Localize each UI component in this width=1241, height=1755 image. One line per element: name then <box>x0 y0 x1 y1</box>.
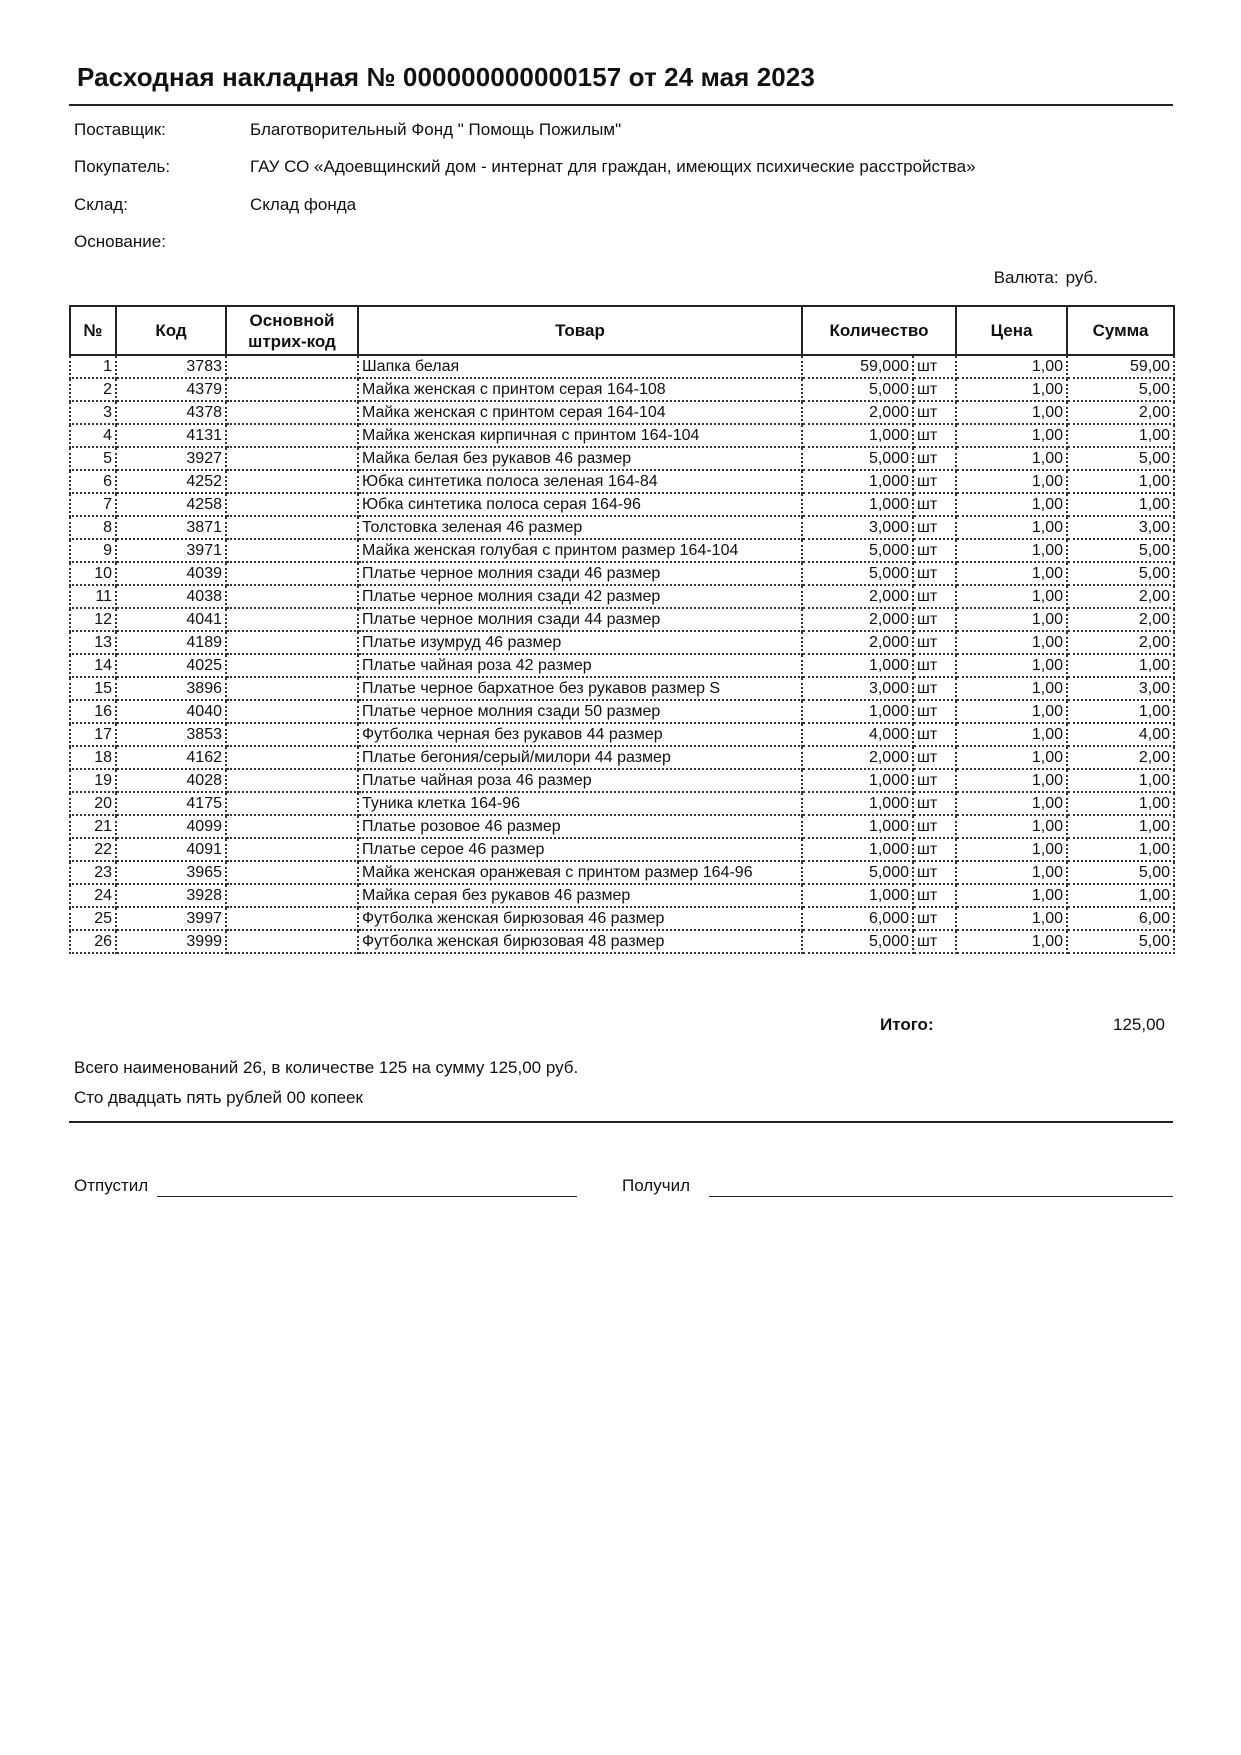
row-num: 13 <box>70 631 116 654</box>
table-row <box>70 907 1174 930</box>
row-product: Платье розовое 46 размер <box>358 815 802 838</box>
row-product: Юбка синтетика полоса серая 164-96 <box>358 493 802 516</box>
row-code: 4039 <box>116 562 226 585</box>
row-price: 1,00 <box>956 654 1067 677</box>
row-unit: шт <box>913 447 956 470</box>
table-row <box>70 723 1174 746</box>
table-row <box>70 585 1174 608</box>
row-price: 1,00 <box>956 677 1067 700</box>
row-code: 3928 <box>116 884 226 907</box>
table-row <box>70 424 1174 447</box>
row-num: 3 <box>70 401 116 424</box>
row-num: 17 <box>70 723 116 746</box>
row-quantity: 5,000 <box>802 562 913 585</box>
row-price: 1,00 <box>956 539 1067 562</box>
row-quantity: 1,000 <box>802 700 913 723</box>
row-code: 4041 <box>116 608 226 631</box>
row-unit: шт <box>913 746 956 769</box>
row-unit: шт <box>913 631 956 654</box>
row-sum: 5,00 <box>1067 562 1174 585</box>
row-num: 7 <box>70 493 116 516</box>
row-num: 16 <box>70 700 116 723</box>
row-price: 1,00 <box>956 424 1067 447</box>
table-row <box>70 447 1174 470</box>
footer-divider <box>69 1121 1173 1123</box>
row-num: 12 <box>70 608 116 631</box>
row-product: Платье черное молния сзади 42 размер <box>358 585 802 608</box>
total-value: 125,00 <box>1113 1015 1165 1034</box>
row-barcode <box>226 631 358 654</box>
header-num: № <box>70 306 116 355</box>
header-barcode <box>226 306 358 355</box>
row-num: 18 <box>70 746 116 769</box>
header-quantity: Количество <box>802 306 956 355</box>
row-unit: шт <box>913 562 956 585</box>
row-num: 21 <box>70 815 116 838</box>
row-code: 3896 <box>116 677 226 700</box>
row-product: Майка белая без рукавов 46 размер <box>358 447 802 470</box>
table-row <box>70 700 1174 723</box>
row-code: 4040 <box>116 700 226 723</box>
row-price: 1,00 <box>956 355 1067 378</box>
row-unit: шт <box>913 861 956 884</box>
row-num: 25 <box>70 907 116 930</box>
row-num: 14 <box>70 654 116 677</box>
header-barcode-line2: штрих-код <box>248 331 336 351</box>
row-quantity: 5,000 <box>802 539 913 562</box>
row-code: 4131 <box>116 424 226 447</box>
row-product: Платье черное молния сзади 46 размер <box>358 562 802 585</box>
row-barcode <box>226 654 358 677</box>
row-barcode <box>226 608 358 631</box>
table-row <box>70 631 1174 654</box>
row-price: 1,00 <box>956 493 1067 516</box>
table-row <box>70 930 1174 953</box>
row-product: Футболка черная без рукавов 44 размер <box>358 723 802 746</box>
row-price: 1,00 <box>956 769 1067 792</box>
row-sum: 1,00 <box>1067 792 1174 815</box>
row-quantity: 1,000 <box>802 792 913 815</box>
row-code: 3871 <box>116 516 226 539</box>
row-product: Платье черное молния сзади 44 размер <box>358 608 802 631</box>
row-sum: 1,00 <box>1067 884 1174 907</box>
title-divider <box>69 104 1173 106</box>
row-product: Футболка женская бирюзовая 48 размер <box>358 930 802 953</box>
table-row <box>70 401 1174 424</box>
row-sum: 1,00 <box>1067 700 1174 723</box>
row-code: 3997 <box>116 907 226 930</box>
row-code: 3999 <box>116 930 226 953</box>
row-price: 1,00 <box>956 861 1067 884</box>
row-quantity: 6,000 <box>802 907 913 930</box>
row-unit: шт <box>913 608 956 631</box>
table-body <box>70 355 1174 953</box>
row-barcode <box>226 769 358 792</box>
row-quantity: 3,000 <box>802 516 913 539</box>
row-num: 19 <box>70 769 116 792</box>
row-product: Платье чайная роза 42 размер <box>358 654 802 677</box>
row-quantity: 2,000 <box>802 608 913 631</box>
row-sum: 1,00 <box>1067 493 1174 516</box>
row-product: Футболка женская бирюзовая 46 размер <box>358 907 802 930</box>
row-num: 1 <box>70 355 116 378</box>
row-price: 1,00 <box>956 470 1067 493</box>
row-quantity: 1,000 <box>802 838 913 861</box>
row-sum: 2,00 <box>1067 401 1174 424</box>
row-barcode <box>226 401 358 424</box>
row-code: 4038 <box>116 585 226 608</box>
table-row <box>70 815 1174 838</box>
row-barcode <box>226 493 358 516</box>
row-product: Майка серая без рукавов 46 размер <box>358 884 802 907</box>
row-quantity: 1,000 <box>802 654 913 677</box>
row-quantity: 3,000 <box>802 677 913 700</box>
row-barcode <box>226 838 358 861</box>
row-num: 10 <box>70 562 116 585</box>
row-num: 9 <box>70 539 116 562</box>
row-price: 1,00 <box>956 608 1067 631</box>
row-quantity: 1,000 <box>802 424 913 447</box>
row-num: 5 <box>70 447 116 470</box>
header-code: Код <box>116 306 226 355</box>
row-product: Майка женская оранжевая с принтом размер 164-96 <box>358 861 802 884</box>
row-unit: шт <box>913 585 956 608</box>
row-quantity: 5,000 <box>802 447 913 470</box>
row-quantity: 1,000 <box>802 815 913 838</box>
row-price: 1,00 <box>956 792 1067 815</box>
row-sum: 1,00 <box>1067 654 1174 677</box>
row-price: 1,00 <box>956 723 1067 746</box>
row-barcode <box>226 815 358 838</box>
row-num: 15 <box>70 677 116 700</box>
received-signature-line[interactable] <box>709 1196 1173 1197</box>
table-header-row <box>70 306 1174 355</box>
row-quantity: 1,000 <box>802 493 913 516</box>
row-unit: шт <box>913 378 956 401</box>
row-barcode <box>226 585 358 608</box>
row-code: 4025 <box>116 654 226 677</box>
row-product: Платье черное бархатное без рукавов размер S <box>358 677 802 700</box>
row-price: 1,00 <box>956 746 1067 769</box>
row-quantity: 2,000 <box>802 746 913 769</box>
header-barcode-line1: Основной <box>249 310 335 330</box>
row-sum: 2,00 <box>1067 585 1174 608</box>
row-unit: шт <box>913 700 956 723</box>
row-num: 6 <box>70 470 116 493</box>
row-barcode <box>226 424 358 447</box>
row-sum: 1,00 <box>1067 424 1174 447</box>
row-product: Майка женская с принтом серая 164-104 <box>358 401 802 424</box>
table-row <box>70 838 1174 861</box>
row-unit: шт <box>913 792 956 815</box>
row-unit: шт <box>913 470 956 493</box>
row-product: Туника клетка 164-96 <box>358 792 802 815</box>
released-label: Отпустил <box>74 1176 149 1195</box>
row-price: 1,00 <box>956 516 1067 539</box>
row-quantity: 2,000 <box>802 631 913 654</box>
row-code: 4378 <box>116 401 226 424</box>
row-barcode <box>226 746 358 769</box>
row-sum: 2,00 <box>1067 608 1174 631</box>
row-sum: 4,00 <box>1067 723 1174 746</box>
currency <box>994 268 1098 288</box>
currency-value: руб. <box>1065 268 1098 287</box>
row-quantity: 2,000 <box>802 585 913 608</box>
row-product: Майка женская кирпичная с принтом 164-104 <box>358 424 802 447</box>
row-product: Платье бегония/серый/милори 44 размер <box>358 746 802 769</box>
row-barcode <box>226 355 358 378</box>
row-sum: 1,00 <box>1067 470 1174 493</box>
row-unit: шт <box>913 654 956 677</box>
row-quantity: 1,000 <box>802 884 913 907</box>
row-price: 1,00 <box>956 447 1067 470</box>
row-num: 11 <box>70 585 116 608</box>
row-code: 4189 <box>116 631 226 654</box>
row-unit: шт <box>913 769 956 792</box>
row-sum: 2,00 <box>1067 746 1174 769</box>
row-unit: шт <box>913 539 956 562</box>
row-code: 4091 <box>116 838 226 861</box>
header-sum: Сумма <box>1067 306 1174 355</box>
row-quantity: 4,000 <box>802 723 913 746</box>
row-num: 20 <box>70 792 116 815</box>
header-product: Товар <box>358 306 802 355</box>
row-product: Шапка белая <box>358 355 802 378</box>
warehouse-value: Склад фонда <box>250 195 357 214</box>
table-row <box>70 861 1174 884</box>
row-price: 1,00 <box>956 815 1067 838</box>
row-barcode <box>226 861 358 884</box>
row-unit: шт <box>913 493 956 516</box>
row-unit: шт <box>913 815 956 838</box>
row-barcode <box>226 907 358 930</box>
header-price: Цена <box>956 306 1067 355</box>
row-price: 1,00 <box>956 585 1067 608</box>
released-signature-line[interactable] <box>157 1196 577 1197</box>
row-product: Майка женская голубая с принтом размер 164-104 <box>358 539 802 562</box>
row-num: 23 <box>70 861 116 884</box>
row-barcode <box>226 539 358 562</box>
supplier-value: Благотворительный Фонд " Помощь Пожилым" <box>250 120 622 139</box>
row-price: 1,00 <box>956 884 1067 907</box>
row-product: Юбка синтетика полоса зеленая 164-84 <box>358 470 802 493</box>
row-sum: 5,00 <box>1067 539 1174 562</box>
row-code: 3971 <box>116 539 226 562</box>
row-sum: 6,00 <box>1067 907 1174 930</box>
row-barcode <box>226 700 358 723</box>
row-barcode <box>226 792 358 815</box>
row-code: 4028 <box>116 769 226 792</box>
row-code: 3927 <box>116 447 226 470</box>
row-unit: шт <box>913 677 956 700</box>
row-quantity: 59,000 <box>802 355 913 378</box>
row-product: Платье чайная роза 46 размер <box>358 769 802 792</box>
row-product: Платье черное молния сзади 50 размер <box>358 700 802 723</box>
row-unit: шт <box>913 424 956 447</box>
row-num: 4 <box>70 424 116 447</box>
row-code: 3783 <box>116 355 226 378</box>
row-code: 3965 <box>116 861 226 884</box>
row-num: 26 <box>70 930 116 953</box>
table-row <box>70 884 1174 907</box>
row-quantity: 5,000 <box>802 861 913 884</box>
row-price: 1,00 <box>956 907 1067 930</box>
buyer-label: Покупатель: <box>74 157 171 176</box>
row-sum: 5,00 <box>1067 861 1174 884</box>
row-product: Толстовка зеленая 46 размер <box>358 516 802 539</box>
row-code: 4379 <box>116 378 226 401</box>
row-sum: 5,00 <box>1067 447 1174 470</box>
row-sum: 1,00 <box>1067 815 1174 838</box>
table-row <box>70 677 1174 700</box>
row-price: 1,00 <box>956 631 1067 654</box>
basis-label: Основание: <box>74 232 166 251</box>
table-row <box>70 470 1174 493</box>
currency-label: Валюта: <box>993 268 1059 287</box>
row-quantity: 1,000 <box>802 769 913 792</box>
table-row <box>70 516 1174 539</box>
row-code: 4099 <box>116 815 226 838</box>
table-row <box>70 562 1174 585</box>
row-price: 1,00 <box>956 700 1067 723</box>
row-sum: 3,00 <box>1067 516 1174 539</box>
row-barcode <box>226 930 358 953</box>
row-code: 4162 <box>116 746 226 769</box>
row-code: 4252 <box>116 470 226 493</box>
row-unit: шт <box>913 838 956 861</box>
row-unit: шт <box>913 907 956 930</box>
row-price: 1,00 <box>956 562 1067 585</box>
row-num: 24 <box>70 884 116 907</box>
row-code: 4258 <box>116 493 226 516</box>
received-label: Получил <box>622 1176 690 1195</box>
row-unit: шт <box>913 355 956 378</box>
row-num: 8 <box>70 516 116 539</box>
row-sum: 1,00 <box>1067 769 1174 792</box>
row-barcode <box>226 884 358 907</box>
row-num: 2 <box>70 378 116 401</box>
table-row <box>70 608 1174 631</box>
row-barcode <box>226 723 358 746</box>
row-barcode <box>226 562 358 585</box>
table-row <box>70 378 1174 401</box>
row-sum: 2,00 <box>1067 631 1174 654</box>
table-row <box>70 792 1174 815</box>
row-code: 4175 <box>116 792 226 815</box>
warehouse-label: Склад: <box>74 195 128 214</box>
items-table <box>69 305 1175 954</box>
row-product: Платье изумруд 46 размер <box>358 631 802 654</box>
row-quantity: 5,000 <box>802 930 913 953</box>
row-sum: 59,00 <box>1067 355 1174 378</box>
table-row <box>70 539 1174 562</box>
summary-line: Всего наименований 26, в количестве 125 на сумму 125,00 руб. <box>74 1058 579 1077</box>
table-row <box>70 493 1174 516</box>
row-unit: шт <box>913 516 956 539</box>
row-unit: шт <box>913 401 956 424</box>
row-barcode <box>226 677 358 700</box>
row-sum: 5,00 <box>1067 378 1174 401</box>
table-row <box>70 654 1174 677</box>
row-quantity: 2,000 <box>802 401 913 424</box>
row-quantity: 1,000 <box>802 470 913 493</box>
total-label: Итого: <box>880 1015 934 1034</box>
row-unit: шт <box>913 930 956 953</box>
row-code: 3853 <box>116 723 226 746</box>
row-sum: 1,00 <box>1067 838 1174 861</box>
supplier-label: Поставщик: <box>74 120 166 139</box>
document-title: Расходная накладная № 000000000000157 от 24 мая 2023 <box>77 62 815 92</box>
row-price: 1,00 <box>956 401 1067 424</box>
row-price: 1,00 <box>956 930 1067 953</box>
row-barcode <box>226 378 358 401</box>
row-num: 22 <box>70 838 116 861</box>
table-row <box>70 746 1174 769</box>
row-price: 1,00 <box>956 378 1067 401</box>
row-barcode <box>226 447 358 470</box>
row-product: Майка женская с принтом серая 164-108 <box>358 378 802 401</box>
buyer-value: ГАУ СО «Адоевщинский дом - интернат для граждан, имеющих психические расстройства» <box>250 157 976 176</box>
amount-in-words: Сто двадцать пять рублей 00 копеек <box>74 1088 363 1107</box>
row-quantity: 5,000 <box>802 378 913 401</box>
row-unit: шт <box>913 884 956 907</box>
row-sum: 3,00 <box>1067 677 1174 700</box>
table-row <box>70 769 1174 792</box>
row-barcode <box>226 516 358 539</box>
row-sum: 5,00 <box>1067 930 1174 953</box>
row-barcode <box>226 470 358 493</box>
row-product: Платье серое 46 размер <box>358 838 802 861</box>
row-price: 1,00 <box>956 838 1067 861</box>
table-row <box>70 355 1174 378</box>
row-unit: шт <box>913 723 956 746</box>
